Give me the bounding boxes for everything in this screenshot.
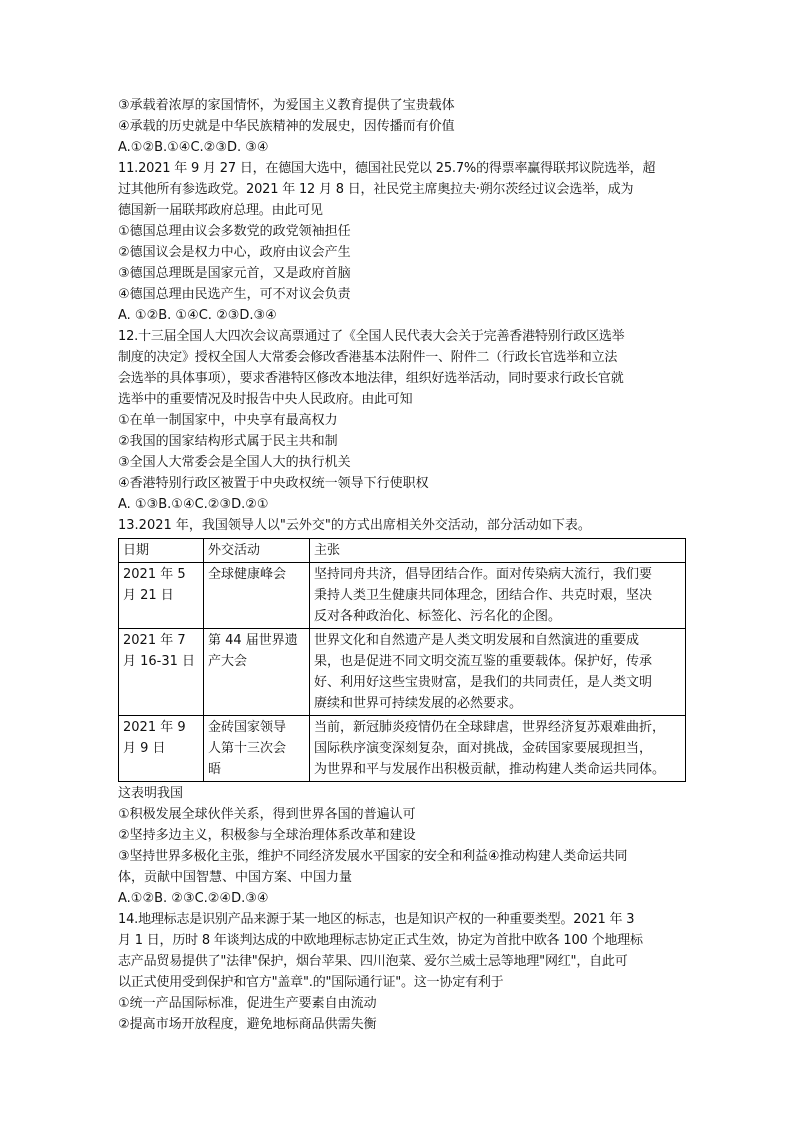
cell-event (204, 716, 310, 782)
cell-line: 好、利用好这些宝贵财富，是我们的共同责任，是人类文明 (314, 675, 653, 690)
question-follow: 这表明我国 (118, 786, 184, 801)
question-stem: 13.2021 年，我国领导人以"云外交"的方式出席相关外交活动，部分活动如下表。 (118, 518, 591, 533)
cell-line: 2021 年 5 (123, 567, 186, 582)
answer-choices: A.①②B.①④C.②③D. ③④ (118, 140, 269, 155)
question-13 (118, 515, 684, 909)
header-claim: 主张 (310, 539, 686, 563)
cell-line: 坚持同舟共济，倡导团结合作。面对传染病大流行，我们要 (314, 567, 653, 582)
cell-line: 国际秩序演变深刻复杂，面对挑战，金砖国家要展现担当， (314, 741, 653, 756)
option-line: ③承载着浓厚的家国情怀，为爱国主义教育提供了宝贵载体 (118, 98, 455, 113)
option-line: ②坚持多边主义，积极参与全球治理体系改革和建设 (118, 828, 416, 843)
option-line: ②提高市场开放程度，避免地标商品供需失衡 (118, 1017, 377, 1032)
cell-date (119, 716, 204, 782)
option-line: ②我国的国家结构形式属于民主共和制 (118, 434, 338, 449)
cell-claim (310, 563, 686, 629)
option-line: ①统一产品国际标准，促进生产要素自由流动 (118, 996, 377, 1011)
option-line: ③坚持世界多极化主张，维护不同经济发展水平国家的安全和利益④推动构建人类命运共同 (118, 849, 628, 864)
answer-choices: A. ①③B.①④C.②③D.②① (118, 497, 269, 512)
cell-event (204, 563, 310, 629)
option-line: ④香港特别行政区被置于中央政权统一领导下行使职权 (118, 476, 429, 491)
question-stem: 12.十三届全国人大四次会议高票通过了《全国人民代表大会关于完善香港特别行政区选举 (118, 329, 625, 344)
option-line: 体，贡献中国智慧、中国方案、中国力量 (118, 870, 353, 885)
option-line: ④德国总理由民选产生，可不对议会负责 (118, 287, 351, 302)
cell-line: 晤 (208, 762, 222, 777)
question-stem: 选举中的重要情况及时报告中央人民政府。由此可知 (118, 392, 413, 407)
header-event: 外交活动 (204, 539, 310, 563)
cell-line: 当前，新冠肺炎疫情仍在全球肆虐，世界经济复苏艰难曲折， (314, 720, 666, 735)
option-line: ③全国人大常委会是全国人大的执行机关 (118, 455, 351, 470)
answer-choices: A. ①②B. ①④C. ②③D.③④ (118, 308, 277, 323)
cell-line: 产大会 (208, 654, 248, 669)
cell-line: 世界文化和自然遗产是人类文明发展和自然演进的重要成 (314, 633, 640, 648)
question-12 (118, 326, 684, 515)
option-line: ①在单一制国家中，中央享有最高权力 (118, 413, 338, 428)
cell-line: 月 16-31 日 (123, 654, 196, 669)
cell-line: 月 9 日 (123, 741, 166, 756)
table-row (119, 563, 686, 629)
question-stem: 月 1 日，历时 8 年谈判达成的中欧地理标志协定正式生效，协定为首批中欧各 100 个地理标 (118, 933, 643, 948)
header-date: 日期 (119, 539, 204, 563)
cell-line: 为世界和平与发展作出积极贡献，推动构建人类命运共同体。 (314, 762, 666, 777)
cell-line: 2021 年 9 (123, 720, 186, 735)
question-14 (118, 909, 684, 1035)
cell-date (119, 629, 204, 716)
cell-line: 全球健康峰会 (208, 567, 287, 582)
option-line: ②德国议会是权力中心，政府由议会产生 (118, 245, 351, 260)
option-line: ④承载的历史就是中华民族精神的发展史，因传播而有价值 (118, 119, 455, 134)
cell-line: 金砖国家领导 (208, 720, 287, 735)
cell-line: 秉持人类卫生健康共同体理念，团结合作、共克时艰，坚决 (314, 588, 653, 603)
cell-event (204, 629, 310, 716)
question-stem: 过其他所有参选政党。2021 年 12 月 8 日，社民党主席奥拉夫·朔尔茨经过议会选举，成为 (118, 182, 634, 197)
cell-line: 第 44 届世界遗 (208, 633, 298, 648)
question-11 (118, 158, 684, 326)
question-stem: 会选举的具体事项），要求香港特区修改本地法律，组织好选举活动，同时要求行政长官就 (118, 371, 624, 386)
cell-line: 果，也是促进不同文明交流互鉴的重要载体。保护好，传承 (314, 654, 653, 669)
answer-choices: A.①②B. ②③C.②④D.③④ (118, 891, 269, 906)
cell-line: 人第十三次会 (208, 741, 287, 756)
cell-claim (310, 716, 686, 782)
cell-line: 反对各种政治化、标签化、污名化的企图。 (314, 609, 562, 624)
document-page (118, 95, 684, 1035)
cell-claim (310, 629, 686, 716)
option-line: ①德国总理由议会多数党的政党领袖担任 (118, 224, 351, 239)
table-row (119, 629, 686, 716)
question-stem: 志产品贸易提供了"法律"保护，烟台苹果、四川泡菜、爱尔兰威士忌等地理"网红"，自此可 (118, 954, 628, 969)
cell-date (119, 563, 204, 629)
option-line: ①积极发展全球伙伴关系，得到世界各国的普遍认可 (118, 807, 416, 822)
option-line: ③德国总理既是国家元首，又是政府首脑 (118, 266, 351, 281)
question-stem: 14.地理标志是识别产品来源于某一地区的标志，也是知识产权的一种重要类型。2021 年 3 (118, 912, 635, 927)
question-stem: 11.2021 年 9 月 27 日，在德国大选中，德国社民党以 25.7%的得票率赢得联邦议院选举，超 (118, 161, 656, 176)
diplomacy-table (118, 538, 686, 782)
question-stem: 德国新一届联邦政府总理。由此可见 (118, 203, 323, 218)
table-header-row (119, 539, 686, 563)
cell-line: 月 21 日 (123, 588, 174, 603)
table-row (119, 716, 686, 782)
cell-line: 2021 年 7 (123, 633, 186, 648)
question-stem: 制度的决定》授权全国人大常委会修改香港基本法附件一、附件二（行政长官选举和立法 (118, 350, 618, 365)
question-stem: 以正式使用受到保护和官方"盖章".的"国际通行证"。这一协定有利于 (118, 975, 504, 990)
cell-line: 赓续和世界可持续发展的必然要求。 (314, 696, 523, 711)
